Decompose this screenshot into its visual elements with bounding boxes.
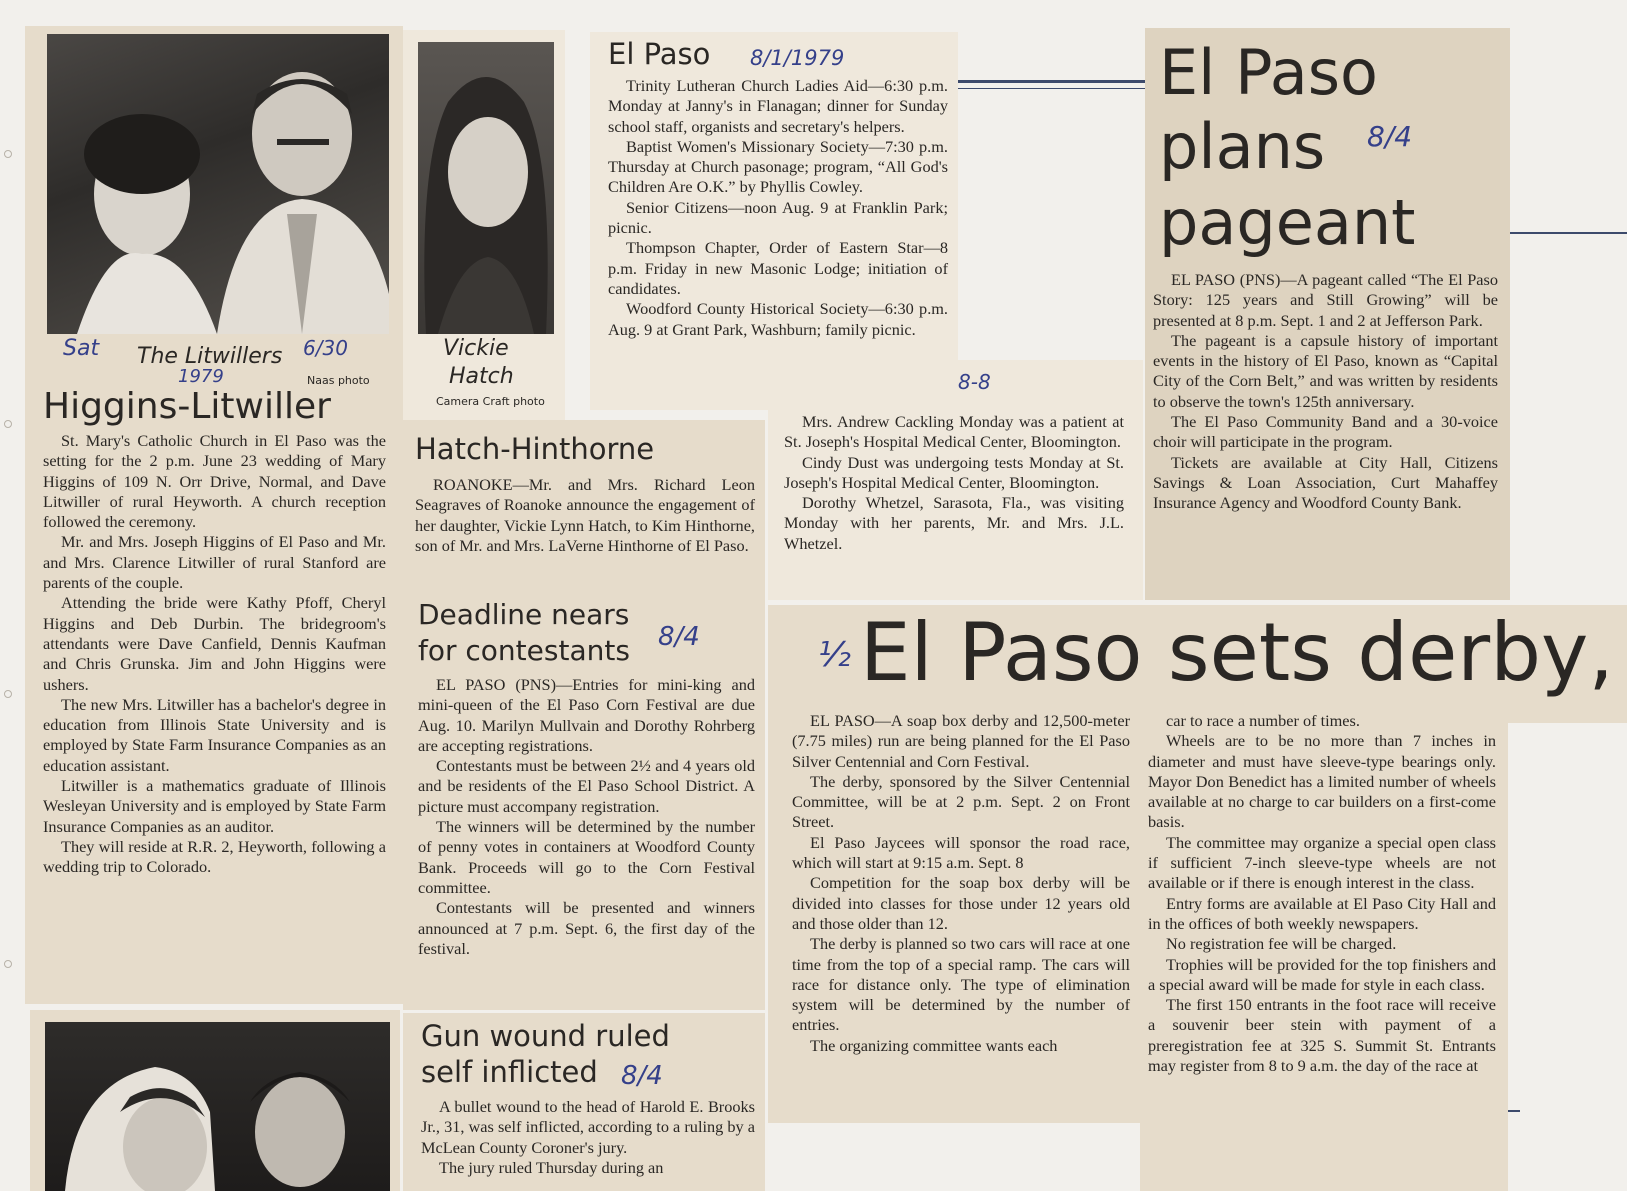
paragraph: Wheels are to be no more than 7 inches in diameter and must have sleeve-type bearings only. Mayor Don Benedict has a limited number of wheels available at no charge to car builders on a first-come basis. xyxy=(1148,731,1496,832)
handwritten-date: 8/4 xyxy=(1367,120,1413,153)
gunwound-clipping xyxy=(403,1013,765,1191)
derby-col1-body xyxy=(792,711,1130,1056)
wedding-photo-2 xyxy=(45,1022,390,1191)
photo-credit: Camera Craft photo xyxy=(436,395,545,408)
paragraph: The winners will be determined by the number of penny votes in containers at Woodford County Bank. Proceeds will go to the Corn Festival committee. xyxy=(418,817,755,897)
photo-credit: Naas photo xyxy=(307,374,370,387)
paragraph: The first 150 entrants in the foot race will receive a souvenir beer stein with payment of a preregistration fee at 325 S. Summit St. Entrants may register from 8 to 9 a.m. the day of the race at xyxy=(1148,995,1496,1076)
engagement-caption-first: Vickie xyxy=(443,336,509,361)
paragraph: Contestants will be presented and winners announced at 7 p.m. Sept. 6, the first day of the festival. xyxy=(418,898,755,958)
handwritten-year: 1979 xyxy=(178,366,224,387)
calendar-body xyxy=(608,76,948,340)
pageant-clipping xyxy=(1145,28,1510,600)
wedding-photo-figures xyxy=(47,34,389,334)
paragraph: Senior Citizens—noon Aug. 9 at Franklin Park; picnic. xyxy=(608,197,948,238)
wedding-photo xyxy=(47,34,389,334)
derby-col2-body xyxy=(1148,711,1496,1076)
wedding-caption: The Litwillers xyxy=(137,344,283,369)
engagement-caption-last: Hatch xyxy=(449,364,514,389)
deadline-headline-line2: for contestants xyxy=(418,634,630,667)
engagement-photo xyxy=(418,42,554,334)
paragraph: The jury ruled Thursday during an xyxy=(439,1157,664,1177)
border-rule xyxy=(955,88,1145,89)
paragraph: No registration fee will be charged. xyxy=(1166,934,1397,954)
paragraph: St. Mary's Catholic Church in El Paso was the setting for the 2 p.m. June 23 wedding of Mary Higgins of 109 N. Orr Drive, Normal, and Dave Litwiller of rural Heyworth. A church reception followed the ceremony. xyxy=(43,431,386,532)
paragraph: The derby is planned so two cars will race at one time from the top of a special ramp. The cars will race for distance only. The type of elimination system will be determined by the number of entries. xyxy=(792,934,1130,1035)
border-rule xyxy=(1510,232,1627,234)
wedding-clipping xyxy=(25,26,403,1004)
deadline-body xyxy=(418,675,755,959)
binder-hole xyxy=(4,420,12,428)
paragraph: A bullet wound to the head of Harold E. Brooks Jr., 31, was self inflicted, according to a ruling by a McLean County Coroner's jury. xyxy=(421,1097,755,1157)
gunwound-headline-line1: Gun wound ruled xyxy=(421,1019,670,1053)
paragraph: Thompson Chapter, Order of Eastern Star—8 p.m. Friday in new Masonic Lodge; initiation of candidates. xyxy=(608,238,948,298)
paragraph: Dorothy Whetzel, Sarasota, Fla., was visiting Monday with her parents, Mr. and Mrs. J.L. Whetzel. xyxy=(784,493,1124,553)
gunwound-headline-line2: self inflicted xyxy=(421,1055,598,1089)
pageant-headline-line2: plans xyxy=(1159,110,1326,183)
binder-hole xyxy=(4,690,12,698)
handwritten-date: 8/1/1979 xyxy=(750,46,845,70)
paragraph: Entry forms are available at El Paso City Hall and in the offices of both weekly newspapers. xyxy=(1148,893,1496,933)
paragraph: EL PASO (PNS)—A pageant called “The El Paso Story: 125 years and Still Growing” will be presented at 8 p.m. Sept. 1 and 2 at Jefferson Park. xyxy=(1153,270,1498,330)
personals-body xyxy=(784,412,1124,554)
handwritten-date: 8/4 xyxy=(658,622,700,652)
paragraph: The pageant is a capsule history of important events in the history of El Paso, known as “Capital City of the Corn Belt,” and was written by residents to observe the town's 125th anniversary. xyxy=(1153,330,1498,411)
binder-hole xyxy=(4,150,12,158)
paragraph: They will reside at R.R. 2, Heyworth, following a wedding trip to Colorado. xyxy=(43,836,386,877)
personals-clipping xyxy=(768,360,1143,600)
wedding-headline: Higgins-Litwiller xyxy=(43,386,331,427)
handwritten-day: Sat xyxy=(63,336,100,361)
engagement-photo-clipping xyxy=(403,30,565,420)
handwritten-date: 8-8 xyxy=(958,370,991,394)
paragraph: The organizing committee wants each xyxy=(810,1035,1058,1055)
paragraph: Trophies will be provided for the top finishers and a special award will be made for style in each class. xyxy=(1148,954,1496,994)
paragraph: Mrs. Andrew Cackling Monday was a patient at St. Joseph's Hospital Medical Center, Bloomington. xyxy=(784,412,1124,452)
handwritten-date: 6/30 xyxy=(303,336,348,360)
border-rule xyxy=(955,80,1145,83)
binder-hole xyxy=(4,960,12,968)
paragraph: EL PASO (PNS)—Entries for mini-king and mini-queen of the El Paso Corn Festival are due Aug. 10. Marilyn Mullvain and Dorothy Rohrberg are accepting registrations. xyxy=(418,675,755,755)
paragraph: Contestants must be between 2½ and 4 years old and be residents of the El Paso School District. A picture must accompany registration. xyxy=(418,756,755,816)
engagement-clipping xyxy=(403,420,765,598)
paragraph: Attending the bride were Kathy Pfoff, Cheryl Higgins and Deb Durbin. The bridegroom's attendants were Dave Canfield, Dennis Kaufman and Chris Grunska. Jim and John Higgins were ushers. xyxy=(43,593,386,694)
paragraph: Baptist Women's Missionary Society—7:30 p.m. Thursday at Church pasonage; program, “All God's Children Are O.K.” by Phyllis Cowley. xyxy=(608,136,948,197)
paragraph: Woodford County Historical Society—6:30 p.m. Aug. 9 at Grant Park, Washburn; family picnic. xyxy=(608,299,948,339)
derby-col1-clipping xyxy=(768,705,1140,1123)
wedding-photo-2-figures xyxy=(45,1022,390,1191)
paragraph: Cindy Dust was undergoing tests Monday at St. Joseph's Hospital Medical Center, Bloomington. xyxy=(784,452,1124,492)
paragraph: EL PASO—A soap box derby and 12,500-meter (7.75 miles) run are being planned for the El Paso Silver Centennial and Corn Festival. xyxy=(792,711,1130,771)
paragraph: The derby, sponsored by the Silver Centennial Committee, will be at 2 p.m. Sept. 2 on Front Street. xyxy=(792,771,1130,832)
derby-headline: El Paso sets derby, xyxy=(860,606,1614,699)
deadline-headline-line1: Deadline nears xyxy=(418,598,630,631)
engagement-body xyxy=(415,475,755,556)
engagement-photo-figure xyxy=(418,42,554,334)
wedding-body xyxy=(43,431,386,878)
paragraph: car to race a number of times. xyxy=(1166,711,1360,730)
deadline-clipping xyxy=(403,598,765,1010)
paragraph: Competition for the soap box derby will be divided into classes for those under 12 years old and those older than 12. xyxy=(792,873,1130,933)
derby-col2-clipping xyxy=(1140,705,1508,1191)
paragraph: The El Paso Community Band and a 30-voice choir will participate in the program. xyxy=(1153,412,1498,452)
pageant-headline-line1: El Paso xyxy=(1159,36,1378,109)
paragraph: ROANOKE—Mr. and Mrs. Richard Leon Seagraves of Roanoke announce the engagement of her daughter, Vickie Lynn Hatch, to Kim Hinthorne, son of Mr. and Mrs. LaVerne Hinthorne of El Paso. xyxy=(415,475,755,555)
paragraph: Mr. and Mrs. Joseph Higgins of El Paso and Mr. and Mrs. Clarence Litwiller of rural Stanford are parents of the couple. xyxy=(43,532,386,593)
paragraph: Tickets are available at City Hall, Citizens Savings & Loan Association, Curt Mahaffey Insurance Agency and Woodford County Bank. xyxy=(1153,452,1498,513)
pageant-body xyxy=(1153,270,1498,514)
paragraph: Litwiller is a mathematics graduate of Illinois Wesleyan University and is employed by State Farm Insurance Companies as an auditor. xyxy=(43,776,386,836)
calendar-headline: El Paso xyxy=(608,37,711,71)
handwritten-date: 8/4 xyxy=(621,1061,663,1091)
engagement-headline: Hatch-Hinthorne xyxy=(415,432,655,466)
paragraph: Trinity Lutheran Church Ladies Aid—6:30 p.m. Monday at Janny's in Flanagan; dinner for Sunday school staff, organists and secretary's helpers. xyxy=(608,76,948,136)
gunwound-body xyxy=(421,1097,755,1178)
wedding-photo-2-clipping xyxy=(30,1010,400,1191)
pageant-headline-line3: pageant xyxy=(1159,186,1416,259)
calendar-clipping xyxy=(590,32,958,410)
paragraph: El Paso Jaycees will sponsor the road race, which will start at 9:15 a.m. Sept. 8 xyxy=(792,832,1130,873)
handwritten-mark: ½ xyxy=(818,635,851,675)
paragraph: The new Mrs. Litwiller has a bachelor's degree in education from Illinois State University and is employed by State Farm Insurance Companies as an education assistant. xyxy=(43,694,386,775)
paragraph: The committee may organize a special open class if sufficient 7-inch sleeve-type wheels are not available or if there is enough interest in the class. xyxy=(1148,832,1496,893)
